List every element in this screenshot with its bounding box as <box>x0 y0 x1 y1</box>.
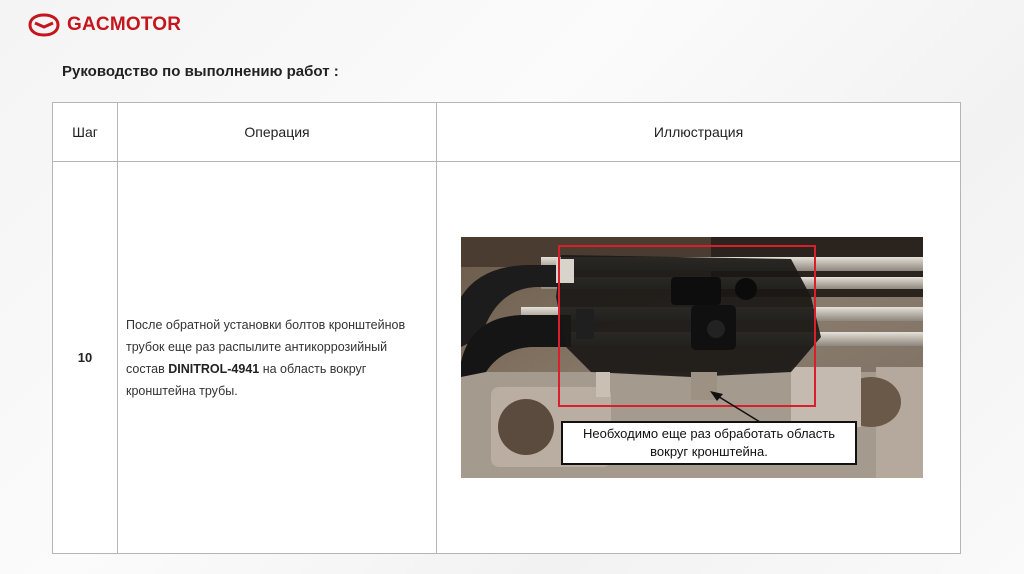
table-header-row <box>53 103 961 162</box>
product-name: DINITROL-4941 <box>168 361 260 376</box>
page-title: Руководство по выполнению работ : <box>62 63 339 80</box>
column-header-operation: Операция <box>118 103 437 162</box>
operation-text-start: После обратной установки болтов кронштейнов трубок еще раз распылите антикоррозийный состав <box>126 317 406 376</box>
step-number: 10 <box>53 162 118 554</box>
illustration-photo <box>461 237 923 478</box>
illustration-cell <box>437 162 961 554</box>
brand-name: GACMOTOR <box>67 14 182 35</box>
column-header-step: Шаг <box>53 103 118 162</box>
operation-text <box>118 162 437 554</box>
gac-logo-icon <box>26 12 62 38</box>
operation-text-end: на область вокруг кронштейна трубы. <box>126 361 367 398</box>
table-row <box>53 162 961 554</box>
work-table <box>52 102 961 554</box>
column-header-illustration: Иллюстрация <box>437 103 961 162</box>
callout-note: Необходимо еще раз обработать область вокруг кронштейна. <box>561 421 857 465</box>
logo <box>26 12 181 38</box>
